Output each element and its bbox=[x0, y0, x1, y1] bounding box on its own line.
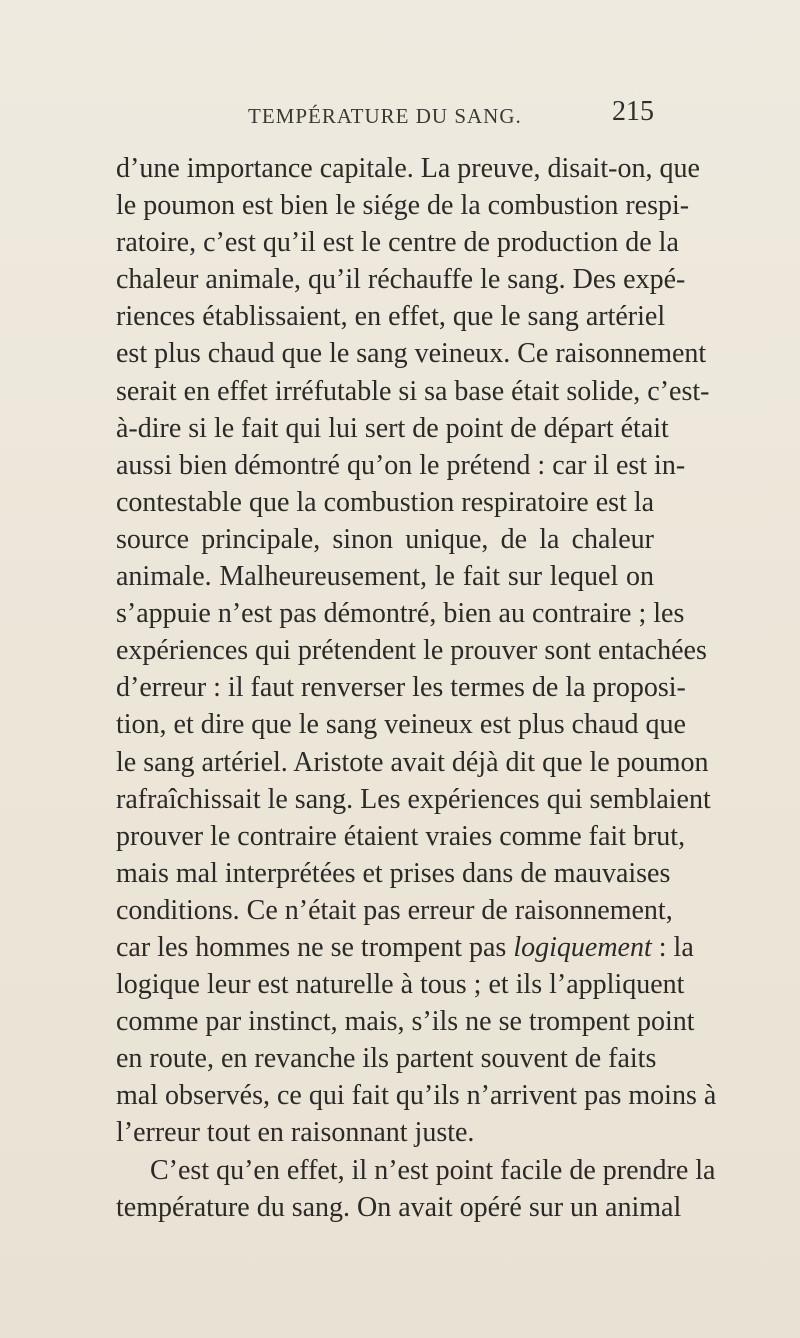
running-title: TEMPÉRATURE DU SANG. bbox=[248, 104, 522, 128]
text-line: expériences qui prétendent le prouver sont entachées bbox=[116, 635, 707, 667]
text-line: tion, et dire que le sang veineux est plus chaud que bbox=[116, 709, 686, 741]
running-head bbox=[248, 96, 654, 136]
text-line: s’appuie n’est pas démontré, bien au contraire ; les bbox=[116, 598, 685, 630]
paragraph-start-line: C’est qu’en effet, il n’est point facile de prendre la bbox=[150, 1154, 716, 1186]
text-line: en route, en revanche ils partent souvent de faits bbox=[116, 1043, 657, 1075]
text-line: aussi bien démontré qu’on le prétend : car il est in- bbox=[116, 449, 686, 481]
text-line: chaleur animale, qu’il réchauffe le sang. Des expé- bbox=[116, 264, 686, 296]
line-part: car les hommes ne se trompent pas bbox=[116, 931, 514, 963]
text-line: prouver le contraire étaient vraies comme fait brut, bbox=[116, 820, 686, 852]
body-text bbox=[116, 150, 717, 1226]
line-part: : la bbox=[651, 931, 694, 963]
text-line: comme par instinct, mais, s’ils ne se trompent point bbox=[116, 1006, 695, 1038]
text-line: contestable que la combustion respiratoire est la bbox=[116, 486, 655, 518]
text-line: animale. Malheureusement, le fait sur lequel on bbox=[116, 561, 654, 593]
text-line: logique leur est naturelle à tous ; et ils l’appliquent bbox=[116, 969, 685, 1001]
text-line: ratoire, c’est qu’il est le centre de production de la bbox=[116, 227, 679, 259]
text-line: serait en effet irréfutable si sa base était solide, c’est- bbox=[116, 375, 710, 407]
paragraph-end-line: l’erreur tout en raisonnant juste. bbox=[116, 1117, 475, 1149]
emphasized-word: logiquement bbox=[513, 931, 652, 963]
text-line: mais mal interprétées et prises dans de mauvaises bbox=[116, 857, 671, 889]
text-line-with-emphasis bbox=[116, 929, 694, 966]
text-line: source principale, sinon unique, de la chaleur bbox=[116, 523, 654, 555]
text-line: à-dire si le fait qui lui sert de point de départ était bbox=[116, 412, 669, 444]
text-line: rafraîchissait le sang. Les expériences qui semblaient bbox=[116, 783, 711, 815]
text-line: d’erreur : il faut renverser les termes de la proposi- bbox=[116, 672, 686, 704]
text-line: d’une importance capitale. La preuve, disait-on, que bbox=[116, 153, 700, 184]
text-line: le poumon est bien le siége de la combustion respi- bbox=[116, 190, 690, 222]
text-line: mal observés, ce qui fait qu’ils n’arrivent pas moins à bbox=[116, 1080, 717, 1112]
text-line: le sang artériel. Aristote avait déjà dit que le poumon bbox=[116, 746, 709, 778]
text-line: température du sang. On avait opéré sur un animal bbox=[116, 1191, 682, 1223]
text-line: est plus chaud que le sang veineux. Ce raisonnement bbox=[116, 338, 707, 370]
text-line: conditions. Ce n’était pas erreur de raisonnement, bbox=[116, 894, 673, 926]
text-line: riences établissaient, en effet, que le sang artériel bbox=[116, 301, 666, 333]
page-number: 215 bbox=[612, 96, 654, 127]
